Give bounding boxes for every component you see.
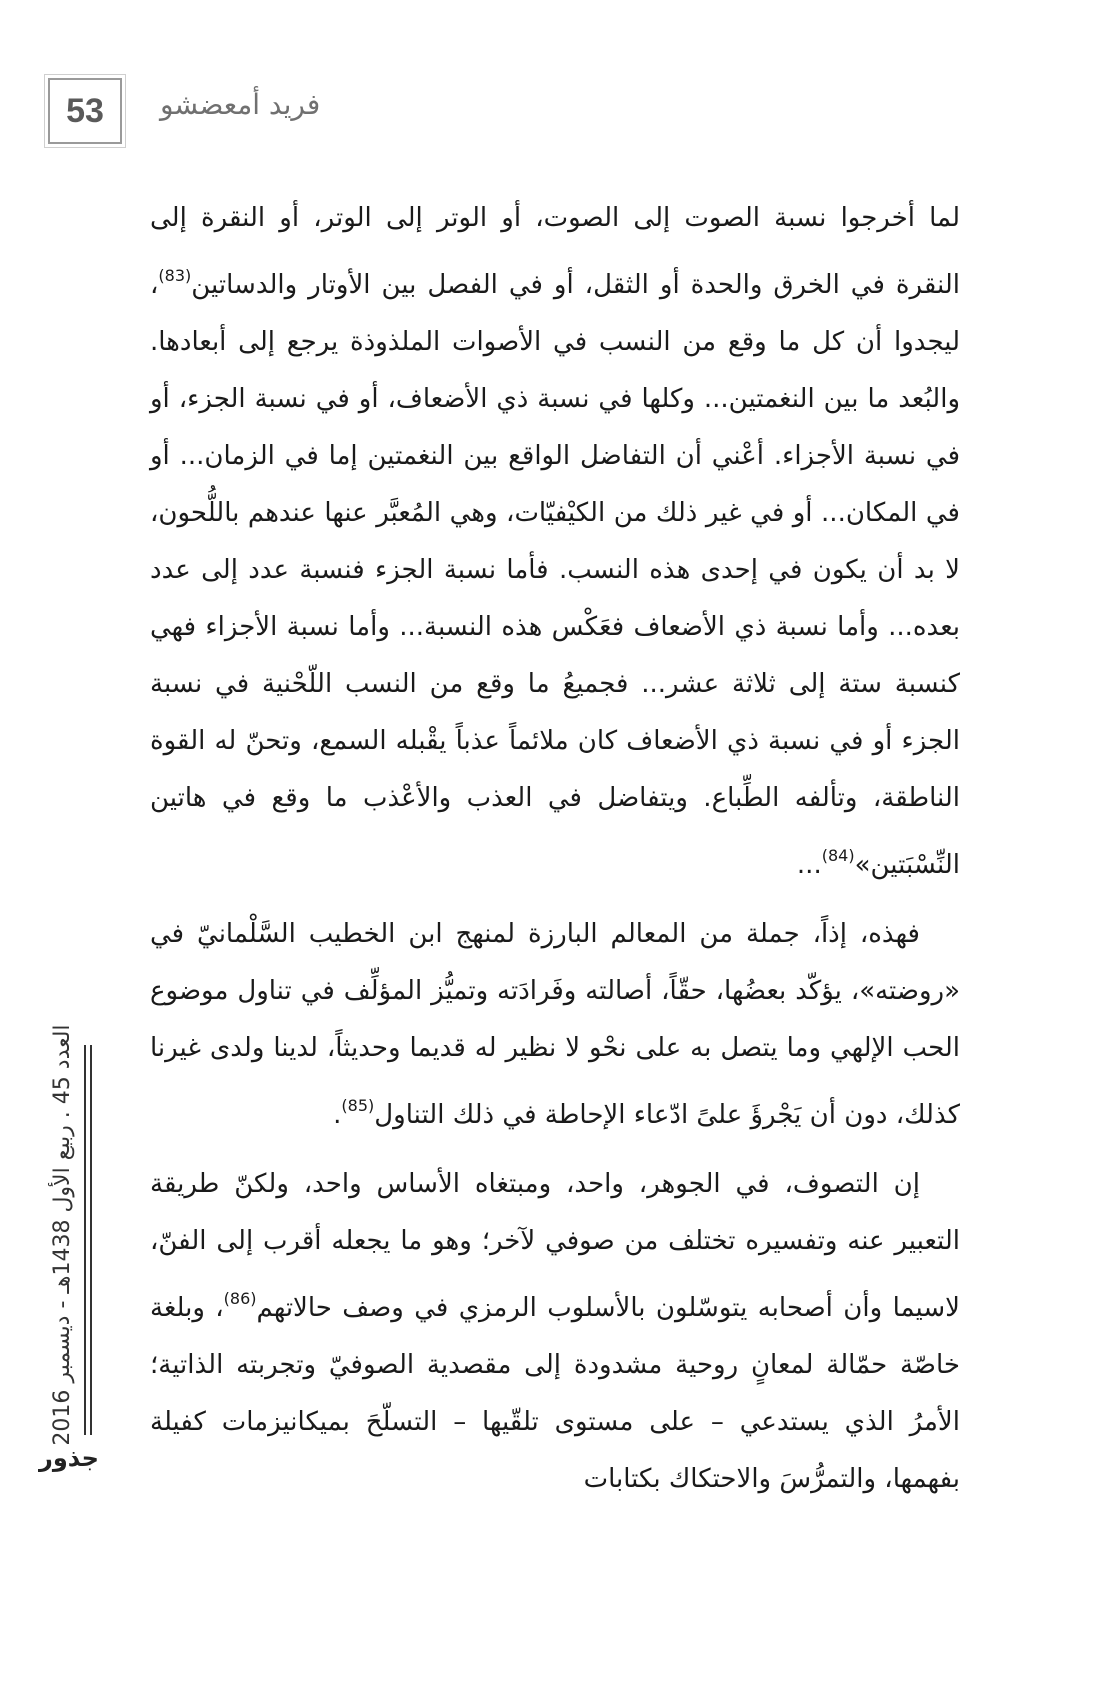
footnote-ref-83: (83) bbox=[158, 266, 192, 285]
article-body bbox=[150, 190, 960, 1508]
paragraph-2-text-b: . bbox=[333, 1100, 342, 1130]
sidebar-rule bbox=[90, 1045, 92, 1435]
paragraph-3-text-a: إن التصوف، في الجوهر، واحد، ومبتغاه الأساس واحد، ولكنّ طريقة التعبير عنه وتفسيره تختلف من صوفي لآخر؛ وهو ما يجعله أقرب إلى الفنّ، لاسيما وأن أصحابه يتوسّلون بالأسلوب الرمزي في وصف حالاتهم bbox=[150, 1169, 960, 1323]
paragraph-2-text-a: فهذه، إذاً، جملة من المعالم البارزة لمنهج ابن الخطيب السَّلْمانيّ في «روضته»، يؤكّد بعضُها، حقّاً، أصالته وفَرادَته وتميُّز المؤلِّف في تناول موضوع الحب الإلهي وما يتصل به على نحْو لا نظير له قديما وحديثاً، لدينا ولدى غيرنا كذلك، دون أن يَجْرؤَ علىً ادّعاء الإحاطة في ذلك التناول bbox=[150, 919, 960, 1130]
paragraph-1-text-b: ، ليجدوا أن كل ما وقع من النسب في الأصوات الملذوذة يرجع إلى أبعادها. والبُعد ما بين النغمتين... وكلها في نسبة ذي الأضعاف، أو في نسبة الجزء، أو في نسبة الأجزاء. أعْني أن التفاضل الواقع بين النغمتين إما في الزمان... أو في المكان... أو في غير ذلك من الكيْفيّات، وهي المُعبَّر عنها عندهم باللُّحون، لا بد أن يكون في إحدى هذه النسب. فأما نسبة الجزء فنسبة عدد إلى عدد بعده... وأما نسبة ذي الأضعاف فعَكْس هذه النسبة... وأما نسبة الأجزاء فهي كنسبة ستة إلى ثلاثة عشر... فجميعُ ما وقع من النسب اللّحْنية في نسبة الجزء أو في نسبة ذي الأضعاف كان ملائماً عذباً يقْبله السمع، وتحنّ له القوة الناطقة، وتألفه الطِّباع. ويتفاضل في العذب والأعْذب ما وقع في هاتين النِّسْبَتين» bbox=[150, 270, 960, 880]
footnote-ref-85: (85) bbox=[341, 1096, 375, 1115]
paragraph-1-text-a: لما أخرجوا نسبة الصوت إلى الصوت، أو الوتر إلى الوتر، أو النقرة إلى النقرة في الخرق والحدة أو الثقل، أو في الفصل بين الأوتار والدساتين bbox=[150, 203, 960, 300]
paragraph-1 bbox=[150, 190, 960, 894]
page-number: 53 bbox=[48, 78, 122, 144]
issue-info: العدد 45 . ربيع الأول 1438هـ - ديسمبر 2016 bbox=[49, 1024, 75, 1446]
footnote-ref-84: (84) bbox=[821, 846, 855, 865]
footnote-ref-86: (86) bbox=[223, 1289, 257, 1308]
sidebar-rule bbox=[84, 1045, 86, 1435]
paragraph-1-text-c: ... bbox=[796, 850, 822, 880]
journal-logo: جذور bbox=[39, 1444, 99, 1472]
running-header-author: فريد أمعضشو bbox=[160, 88, 321, 121]
paragraph-3-text-b: ، وبلغة خاصّة حمّالة لمعانٍ روحية مشدودة إلى مقصدية الصوفيّ وتجربته الذاتية؛ الأمرُ الذي يستدعي – على مستوى تلقّيها – التسلّحَ بميكانيزمات كفيلة بفهمها، والتمرُّسَ والاحتكاك بكتابات bbox=[150, 1293, 960, 1494]
paragraph-2 bbox=[150, 906, 960, 1144]
paragraph-3 bbox=[150, 1156, 960, 1508]
